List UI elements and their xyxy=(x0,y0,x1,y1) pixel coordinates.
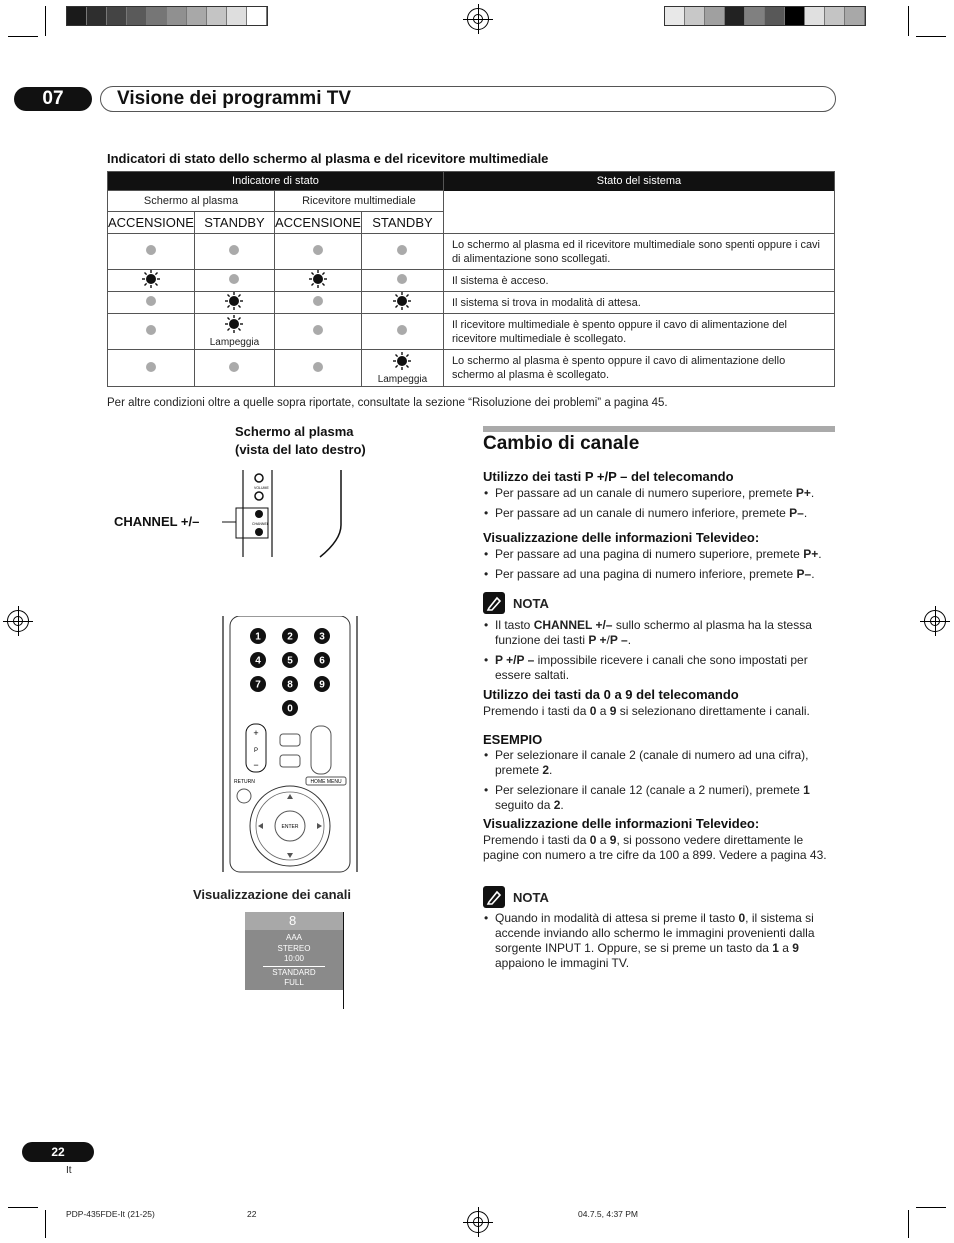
color-swatch xyxy=(247,7,267,25)
indicator-off xyxy=(194,270,274,292)
svg-text:9: 9 xyxy=(319,679,325,691)
indicator-lit-icon xyxy=(393,352,411,370)
remote-key-5 xyxy=(282,652,298,668)
osd-size: FULL xyxy=(284,978,304,987)
indicator-off-icon xyxy=(146,296,156,306)
channel-osd xyxy=(245,912,343,990)
teletext2-heading: Visualizzazione delle informazioni Televideo: xyxy=(483,816,760,831)
remote-illustration xyxy=(220,616,360,874)
crop-mark xyxy=(908,1210,909,1238)
remote-key-1 xyxy=(250,628,266,644)
color-swatch xyxy=(665,7,685,25)
color-swatch xyxy=(127,7,147,25)
color-calibration-bar-right xyxy=(664,6,866,26)
indicator-off-icon xyxy=(229,362,239,372)
bold-key: 0 xyxy=(589,833,597,847)
color-swatch xyxy=(187,7,207,25)
indicator-off xyxy=(274,292,361,314)
svg-text:5: 5 xyxy=(287,655,293,667)
nota-label-2: NOTA xyxy=(513,889,549,905)
indicator-off xyxy=(361,270,443,292)
crop-mark xyxy=(45,6,46,36)
osd-channel-name: AAA xyxy=(285,933,302,942)
bullet-item: • P +/P – impossibile ricevere i canali che sono impostati per essere saltati. xyxy=(483,653,835,683)
indicator-off xyxy=(108,314,195,350)
indicator-off-icon xyxy=(397,274,407,284)
indicator-lit-icon xyxy=(225,315,243,333)
osd-screen-edge xyxy=(343,912,344,1009)
system-state-text: Il sistema è acceso. xyxy=(443,270,834,292)
indicator-off-icon xyxy=(313,325,323,335)
nota-heading-2 xyxy=(483,886,549,908)
crop-mark xyxy=(8,1207,38,1208)
color-swatch xyxy=(745,7,765,25)
status-row xyxy=(108,350,835,387)
channel-label: CHANNEL +/– xyxy=(114,514,200,529)
remote-return-label: RETURN xyxy=(234,779,255,785)
registration-mark-right xyxy=(924,610,946,632)
indicator-lit-icon xyxy=(393,292,411,310)
receiver-standby-header: STANDBY xyxy=(361,212,443,234)
digits-heading: Utilizzo dei tasti da 0 a 9 del telecomando xyxy=(483,687,739,702)
indicator-off-icon xyxy=(146,325,156,335)
bold-key: 0 xyxy=(738,911,746,925)
pencil-icon xyxy=(483,886,505,908)
svg-text:4: 4 xyxy=(255,655,261,667)
bullet-item: • Il tasto CHANNEL +/– sullo schermo al plasma ha la stessa funzione dei tasti P +/P –. xyxy=(483,618,835,648)
crop-mark xyxy=(908,6,909,36)
plasma-caption-1: Schermo al plasma xyxy=(235,424,354,439)
plasma-standby-header: STANDBY xyxy=(194,212,274,234)
indicator-off xyxy=(274,234,361,270)
remote-key-3 xyxy=(314,628,330,644)
svg-text:2: 2 xyxy=(287,631,293,643)
nota1-bullets xyxy=(483,618,835,688)
indicator-on xyxy=(274,270,361,292)
registration-mark-left xyxy=(7,610,29,632)
nota2-bullets xyxy=(483,911,835,976)
crop-mark xyxy=(8,36,38,37)
color-swatch xyxy=(805,7,825,25)
indicator-lit-icon xyxy=(142,270,160,288)
indicator-off-icon xyxy=(397,325,407,335)
status-row xyxy=(108,292,835,314)
pencil-icon xyxy=(483,592,505,614)
svg-text:1: 1 xyxy=(255,631,261,643)
bold-key: 0 xyxy=(589,704,597,718)
svg-text:−: − xyxy=(253,760,259,770)
remote-p-label: P xyxy=(253,748,259,754)
status-row xyxy=(108,314,835,350)
indicator-on xyxy=(108,270,195,292)
channel-display-caption: Visualizzazione dei canali xyxy=(193,887,351,902)
bold-key: P+ xyxy=(803,547,819,561)
indicator-off xyxy=(108,350,195,387)
panel-label-volume: VOLUME xyxy=(254,486,269,490)
color-swatch xyxy=(705,7,725,25)
color-swatch xyxy=(207,7,227,25)
bullet-item: • Per passare ad una pagina di numero superiore, premete P+. xyxy=(483,547,835,562)
svg-text:8: 8 xyxy=(287,679,293,691)
status-row xyxy=(108,270,835,292)
color-calibration-bar-left xyxy=(66,6,268,26)
plasma-caption-2: (vista del lato destro) xyxy=(235,442,366,457)
remote-key-4 xyxy=(250,652,266,668)
section-rule xyxy=(483,426,835,432)
status-footnote: Per altre condizioni oltre a quelle sopra riportate, consultate la sezione “Risoluzione dei problemi” a pagina 45. xyxy=(107,397,668,409)
registration-mark-bottom xyxy=(467,1211,489,1233)
svg-text:7: 7 xyxy=(255,679,261,691)
color-swatch xyxy=(227,7,247,25)
bullet-item: • Per selezionare il canale 2 (canale di numero ad una cifra), premete 2. xyxy=(483,748,835,778)
nota-heading-1 xyxy=(483,592,549,614)
system-state-text: Il sistema si trova in modalità di attesa. xyxy=(443,292,834,314)
remote-key-7 xyxy=(250,676,266,692)
indicator-off-icon xyxy=(146,362,156,372)
indicator-lit-icon xyxy=(309,270,327,288)
bold-key: P – xyxy=(609,633,628,647)
remote-key-2 xyxy=(282,628,298,644)
color-swatch xyxy=(845,7,865,25)
indicator-off-icon xyxy=(146,245,156,255)
remote-key-6 xyxy=(314,652,330,668)
remote-heading: Utilizzo dei tasti P +/P – del telecomando xyxy=(483,469,734,484)
indicator-on xyxy=(194,292,274,314)
remote-home-menu-label: HOME MENU xyxy=(310,779,342,785)
esempio-bullets xyxy=(483,748,835,818)
indicator-off xyxy=(274,350,361,387)
bold-key: 9 xyxy=(609,833,617,847)
bold-key: P + xyxy=(588,633,607,647)
blinking-label: Lampeggia xyxy=(209,337,260,348)
osd-channel-number: 8 xyxy=(289,913,297,928)
footer-page: 22 xyxy=(247,1209,257,1219)
system-state-text: Il ricevitore multimediale è spento oppure il cavo di alimentazione del ricevitore multimediale è scollegato. xyxy=(443,314,834,350)
indicator-off xyxy=(194,234,274,270)
col-state-header-cell xyxy=(443,172,834,234)
color-swatch xyxy=(87,7,107,25)
bold-key: 2 xyxy=(553,798,561,812)
system-state-text: Lo schermo al plasma ed il ricevitore multimediale sono spenti oppure i cavi di alimentazione sono scollegati. xyxy=(443,234,834,270)
indicator-off-icon xyxy=(229,274,239,284)
bold-key: 1 xyxy=(772,941,779,955)
col-state-header: Stato del sistema xyxy=(444,172,834,191)
svg-text:6: 6 xyxy=(319,655,325,667)
language-code: It xyxy=(66,1165,72,1176)
bullet-item: • Per selezionare il canale 12 (canale a 2 numeri), premete 1 seguito da 2. xyxy=(483,783,835,813)
indicator-lit-icon xyxy=(225,292,243,310)
bold-key: 2 xyxy=(542,763,550,777)
crop-mark xyxy=(916,1207,946,1208)
indicator-off-icon xyxy=(313,362,323,372)
remote-key-0 xyxy=(282,700,298,716)
color-swatch xyxy=(765,7,785,25)
bold-key: 1 xyxy=(803,783,810,797)
chapter-number: 07 xyxy=(14,87,92,111)
receiver-header: Ricevitore multimediale xyxy=(274,191,443,212)
receiver-on-header: ACCENSIONE xyxy=(274,212,361,234)
indicator-off-icon xyxy=(313,245,323,255)
remote-key-8 xyxy=(282,676,298,692)
nota-label-1: NOTA xyxy=(513,595,549,611)
status-row xyxy=(108,234,835,270)
status-section-title: Indicatori di stato dello schermo al plasma e del ricevitore multimediale xyxy=(107,151,549,166)
color-swatch xyxy=(685,7,705,25)
svg-text:3: 3 xyxy=(319,631,325,643)
bullet-item: • Quando in modalità di attesa si preme il tasto 0, il sistema si accende inviando allo schermo le immagini provenienti dalla sorgente INPUT 1. Oppure, se si preme un tasto da 1 a 9 appaiono le immagini TV. xyxy=(483,911,835,971)
bullet-item: • Per passare ad una pagina di numero inferiore, premete P–. xyxy=(483,567,835,582)
footer-doc-id: PDP-435FDE-It (21-25) xyxy=(66,1209,155,1219)
system-state-text: Lo schermo al plasma è spento oppure il cavo di alimentazione dello schermo al plasma è scollegato. xyxy=(443,350,834,387)
panel-label-channel: CHANNEL xyxy=(252,522,269,526)
blinking-label: Lampeggia xyxy=(377,373,428,385)
teletext2-text: Premendo i tasti da 0 a 9, si possono vedere direttamente le pagine con numero a tre cifre da 100 a 899. Vedere a pagina 43. xyxy=(483,833,827,862)
indicator-off xyxy=(361,234,443,270)
digits-text: Premendo i tasti da 0 a 9 si selezionano direttamente i canali. xyxy=(483,704,810,718)
plasma-on-header: ACCENSIONE xyxy=(108,212,195,234)
status-table xyxy=(107,171,835,387)
indicator-off xyxy=(274,314,361,350)
registration-mark-top xyxy=(467,8,489,30)
section-title: Cambio di canale xyxy=(483,433,640,454)
plasma-side-illustration xyxy=(220,465,350,560)
osd-audio: STEREO xyxy=(277,943,311,953)
color-swatch xyxy=(725,7,745,25)
osd-time: 10:00 xyxy=(283,954,305,963)
indicator-off xyxy=(361,314,443,350)
osd-mode: STANDARD xyxy=(272,967,316,977)
indicator-off-icon xyxy=(313,296,323,306)
indicator-off-icon xyxy=(229,245,239,255)
bold-key: 9 xyxy=(792,941,799,955)
footer-date: 04.7.5, 4:37 PM xyxy=(578,1209,639,1219)
esempio-heading: ESEMPIO xyxy=(483,732,543,747)
bold-key: P– xyxy=(789,506,804,520)
indicator-off xyxy=(108,234,195,270)
chapter-title: Visione dei programmi TV xyxy=(100,86,836,112)
bold-key: 9 xyxy=(609,704,617,718)
indicator-blinking xyxy=(361,350,443,387)
bold-key: P+ xyxy=(795,486,811,500)
color-swatch xyxy=(785,7,805,25)
crop-mark xyxy=(45,1210,46,1238)
indicator-off xyxy=(194,350,274,387)
crop-mark xyxy=(916,36,946,37)
teletext-heading: Visualizzazione delle informazioni Televideo: xyxy=(483,530,760,545)
teletext-bullets xyxy=(483,547,835,587)
remote-enter-label: ENTER xyxy=(281,824,299,830)
indicator-on xyxy=(361,292,443,314)
color-swatch xyxy=(167,7,187,25)
page-number: 22 xyxy=(22,1142,94,1162)
remote-bullets xyxy=(483,486,835,526)
bold-key: P +/P – xyxy=(495,653,535,667)
svg-text:+: + xyxy=(253,728,259,738)
color-swatch xyxy=(825,7,845,25)
bold-key: CHANNEL +/– xyxy=(533,618,613,632)
indicator-off-icon xyxy=(397,245,407,255)
plasma-header: Schermo al plasma xyxy=(108,191,275,212)
col-group-header: Indicatore di stato xyxy=(108,172,444,191)
indicator-blinking xyxy=(194,314,274,350)
indicator-off xyxy=(108,292,195,314)
remote-key-9 xyxy=(314,676,330,692)
color-swatch xyxy=(67,7,87,25)
color-swatch xyxy=(147,7,167,25)
bullet-item: • Per passare ad un canale di numero inferiore, premete P–. xyxy=(483,506,835,521)
svg-text:0: 0 xyxy=(287,703,293,715)
bold-key: P– xyxy=(796,567,812,581)
color-swatch xyxy=(107,7,127,25)
bullet-item: • Per passare ad un canale di numero superiore, premete P+. xyxy=(483,486,835,501)
